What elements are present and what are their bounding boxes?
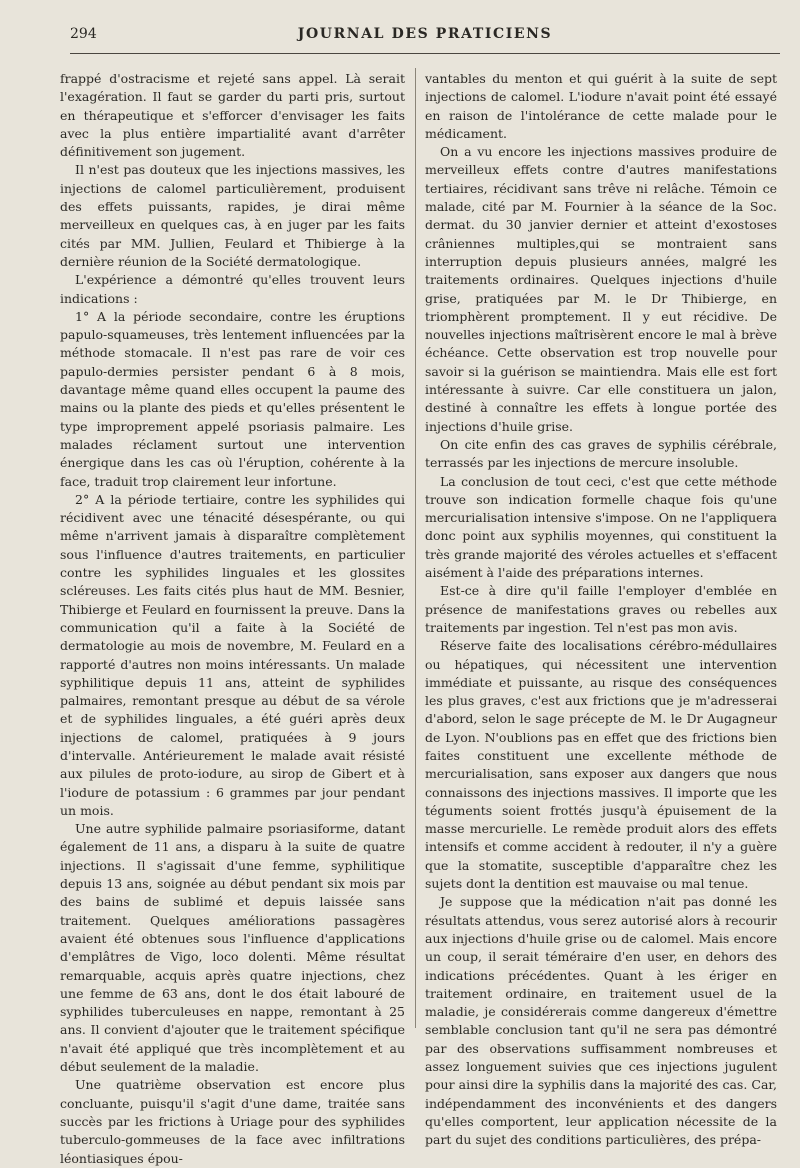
running-header [70, 26, 780, 48]
paragraph: L'expérience a démontré qu'elles trouvent leurs indications : [60, 272, 405, 306]
left-column [60, 70, 405, 1168]
paragraph: Une quatrième observation est encore plus concluante, puisqu'il s'agit d'une dame, traitée sans succès par les frictions à Uriage pour des syphilides tuberculo-gommeuses de la face avec infiltrations léontiasiques épou- [60, 1077, 405, 1166]
page-number: 294 [70, 26, 97, 42]
header-rule [70, 53, 780, 54]
paragraph: On cite enfin des cas graves de syphilis cérébrale, terrassés par les injections de mercure insoluble. [425, 436, 777, 471]
paragraph: Je suppose que la médication n'ait pas donné les résultats attendus, vous serez autorisé alors à recourir aux injections d'huile grise ou de calomel. Mais encore un coup, il serait téméraire d'en user, en dehors des indications précédentes. Quant à les ériger en traitement ordinaire, en traitement usuel de la maladie, je considérerais comme dangereux d'émettre semblable conclusion tant qu'il ne sera pas démontré par des observations suffisamment nombreuses et assez longuement suivies que ces injections jugulent pour ainsi dire la syphilis dans la majorité des cas. Car, indépendamment des inconvénients et des dangers qu'elles comportent, leur application nécessite de la part du sujet des conditions particulières, des prépa- [425, 894, 777, 1148]
column-divider [415, 68, 416, 1028]
paragraph: Une autre syphilide palmaire psoriasiforme, datant également de 11 ans, a disparu à la suite de quatre injections. Il s'agissait d'une femme, syphilitique depuis 13 ans, soignée au début pendant six mois par des bains de sublimé et depuis laissée sans traitement. Quelques améliorations passagères avaient été obtenues sous l'influence d'applications d'emplâtres de Vigo, loco dolenti. Même résultat remarquable, acquis après quatre injections, chez une femme de 63 ans, dont le dos était labouré de syphilides tuberculeuses en nappe, remontant à 25 ans. Il convient d'ajouter que le traitement spécifique n'avait été appliqué que très incomplètement et au début seulement de la maladie. [60, 821, 405, 1075]
paragraph: Réserve faite des localisations cérébro-médullaires ou hépatiques, qui nécessitent une intervention immédiate et puissante, au risque des conséquences les plus graves, c'est aux frictions que je m'adresserai d'abord, selon le sage précepte de M. le Dr Augagneur de Lyon. N'oublions pas en effet que des frictions bien faites constituent une excellente méthode de mercurialisation, sans exposer aux dangers que nous connaissons des injections massives. Il importe que les téguments soient frottés jusqu'à épuisement de la masse mercurielle. Le remède produit alors des effets intensifs et comme accident à redouter, il n'y a guère que la stomatite, susceptible d'apparaître chez les sujets dont la dentition est mauvaise ou mal tenue. [425, 638, 777, 892]
journal-title: JOURNAL DES PRATICIENS [297, 26, 553, 42]
paragraph: 2° A la période tertiaire, contre les syphilides qui récidivent avec une ténacité désespérante, ou qui même n'arrivent jamais à disparaître complètement sous l'influence d'autres traitements, en particulier contre les syphilides linguales et les glossites scléreuses. Les faits cités plus haut de MM. Besnier, Thibierge et Feulard en fournissent la preuve. Dans la communication qu'il a faite à la Société de dermatologie au mois de novembre, M. Feulard en a rapporté d'autres non moins intéressants. Un malade syphilitique depuis 11 ans, atteint de syphilides palmaires, remontant presque au début de sa vérole et de syphilides linguales, a été guéri après deux injections de calomel, pratiquées à 9 jours d'intervalle. Antérieurement le malade avait résisté aux pilules de proto-iodure, au sirop de Gibert et à l'iodure de potassium : 6 grammes par jour pendant un mois. [60, 491, 405, 818]
paragraph: La conclusion de tout ceci, c'est que cette méthode trouve son indication formelle chaque fois qu'une mercurialisation intensive s'impose. On ne l'appliquera donc point aux syphilis moyennes, qui constituent la très grande majorité des véroles actuelles et s'effacent aisément à l'aide des préparations internes. [425, 473, 777, 581]
right-column [425, 70, 777, 1150]
paragraph: Il n'est pas douteux que les injections massives, les injections de calomel particulièrement, produisent des effets puissants, rapides, je dirai même merveilleux en quelques cas, à en juger par les faits cités par MM. Jullien, Feulard et Thibierge à la dernière réunion de la Société dermatologique. [60, 162, 405, 269]
paragraph: vantables du menton et qui guérit à la suite de sept injections de calomel. L'iodure n'avait point été essayé en raison de l'intolérance de cette malade pour le médicament. [425, 71, 777, 141]
paragraph: frappé d'ostracisme et rejeté sans appel. Là serait l'exagération. Il faut se garder du parti pris, surtout en thérapeutique et s'efforcer d'envisager les faits avec la plus entière impartialité avant d'arrêter définitivement son jugement. [60, 71, 405, 160]
paragraph: Est-ce à dire qu'il faille l'employer d'emblée en présence de manifestations graves ou rebelles aux traitements par ingestion. Tel n'est pas mon avis. [425, 583, 777, 635]
paragraph: On a vu encore les injections massives produire de merveilleux effets contre d'autres manifestations tertiaires, récidivant sans trêve ni relâche. Témoin ce malade, cité par M. Fournier à la séance de la Soc. dermat. du 30 janvier dernier et atteint d'exostoses crâniennes multiples,qui se montraient sans interruption depuis plusieurs années, malgré les traitements ordinaires. Quelques injections d'huile grise, pratiquées par M. le Dr Thibierge, en triomphèrent promptement. Il y eut récidive. De nouvelles injections maîtrisèrent encore le mal à brève échéance. Cette observation est trop nouvelle pour savoir si la guérison se maintiendra. Mais elle est fort intéressante à suivre. Car elle constituera un jalon, destiné à connaître les effets à longue portée des injections d'huile grise. [425, 144, 777, 434]
paragraph: 1° A la période secondaire, contre les éruptions papulo-squameuses, très lentement influencées par la méthode stomacale. Il n'est pas rare de voir ces papulo-dermies persister pendant 6 à 8 mois, davantage même quand elles occupent la paume des mains ou la plante des pieds et qu'elles présentent le type improprement appelé psoriasis palmaire. Les malades réclament surtout une intervention énergique dans les cas où l'éruption, cohérente à la face, traduit trop clairement leur infortune. [60, 308, 405, 489]
